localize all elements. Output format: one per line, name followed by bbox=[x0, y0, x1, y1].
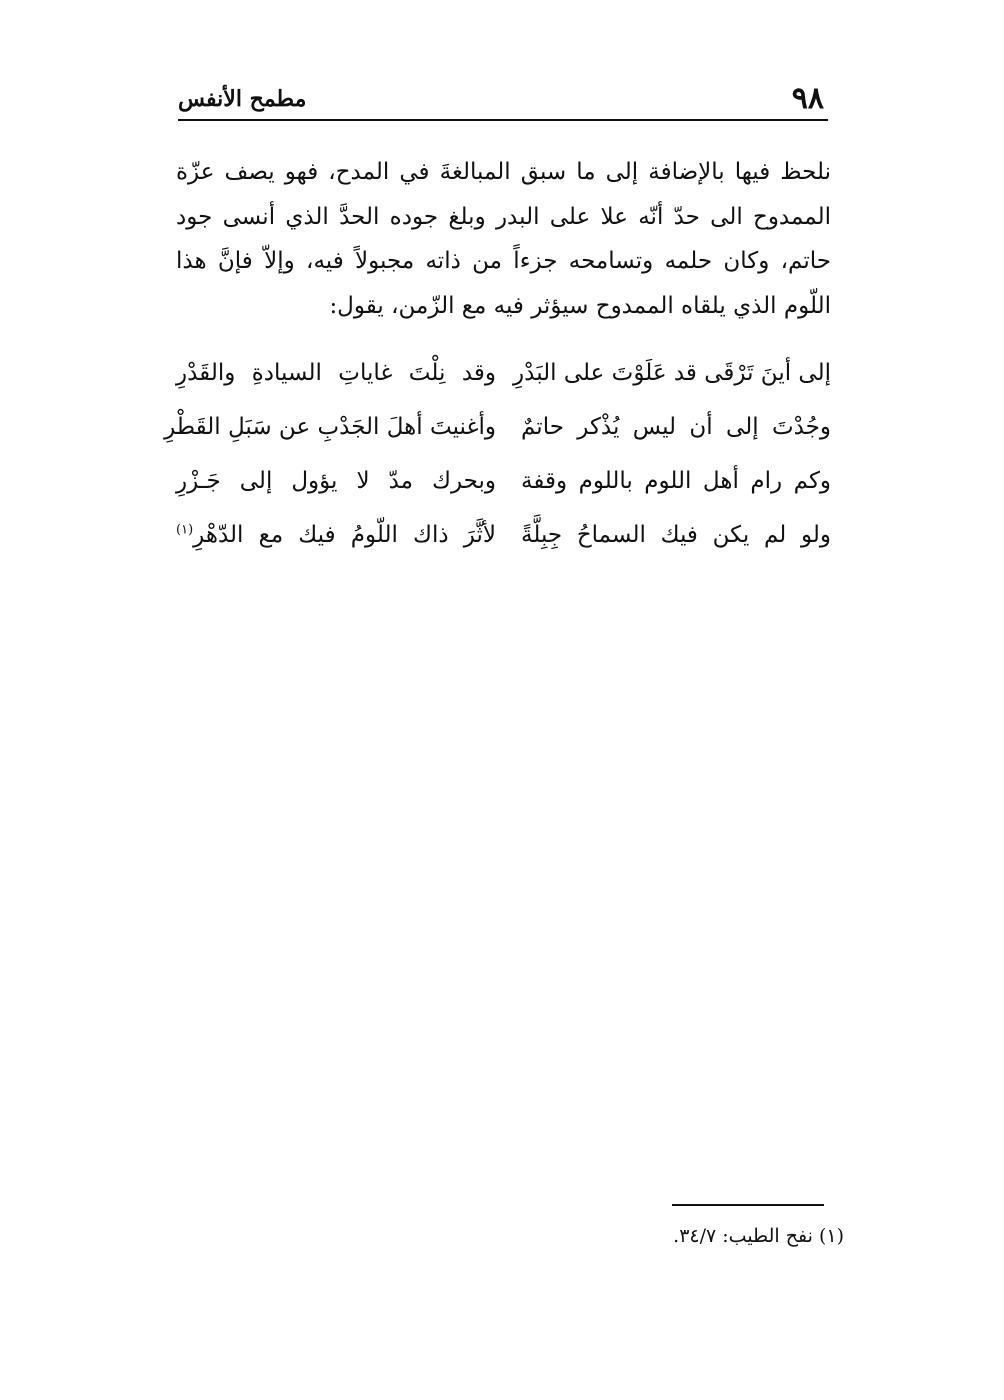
poem bbox=[164, 346, 831, 562]
verse-first-hemistich: وكم رام أهل اللوم باللوم وقفة bbox=[521, 468, 831, 494]
verse-second-hemistich: وقد نِلْتَ غاياتِ السيادةِ والقَدْرِ bbox=[176, 360, 496, 386]
verse-first-hemistich: وجُدْتَ إلى أن ليس يُذْكر حاتمٌ bbox=[521, 414, 831, 440]
book-title: مطمح الأنفس bbox=[178, 86, 307, 112]
verse-second-hemistich-with-note bbox=[176, 520, 496, 550]
verse-first-hemistich: ولو لم يكن فيك السماحُ جِبِلَّةً bbox=[521, 522, 831, 548]
verse-text: لأثَّرَ ذاك اللّومُ فيك مع الدّهْرِ bbox=[193, 522, 496, 548]
verse-first-hemistich: إلى أينَ تَرْقَى قد عَلَوْتَ على البَدْرِ bbox=[513, 360, 831, 386]
body-paragraph: نلحظ فيها بالإضافة إلى ما سبق المبالغةَ في المدح، فهو يصف عزّة الممدوح الى حدّ أنّه علا على البدر وبلغ جوده الحدَّ الذي أنسى جود حاتم، وكان حلمه وتسامحه جزءاً من ذاته مجبولاً فيه، وإلاّ فإنَّ هذا اللّوم الذي يلقاه الممدوح سيؤثر فيه مع الزّمن، يقول: bbox=[176, 159, 831, 319]
poem-verse bbox=[176, 454, 831, 508]
poem-verse bbox=[176, 346, 831, 400]
poem-verse bbox=[164, 400, 831, 454]
verse-second-hemistich: وأغنيتَ أهلَ الجَدْبِ عن سَبَلِ القَطْرِ bbox=[164, 414, 496, 440]
footnote-divider bbox=[672, 1204, 824, 1206]
running-head bbox=[178, 81, 824, 118]
verse-second-hemistich: وبحرك مدّ لا يؤول إلى جَـزْرِ bbox=[176, 468, 496, 494]
footnote: (١) نفح الطيب: ٣٤/٧. bbox=[673, 1225, 844, 1247]
poem-verse bbox=[176, 508, 831, 562]
footnote-reference-mark[interactable]: (١) bbox=[176, 522, 194, 538]
page-number: ٩٨ bbox=[791, 81, 824, 116]
header-divider bbox=[178, 119, 828, 121]
